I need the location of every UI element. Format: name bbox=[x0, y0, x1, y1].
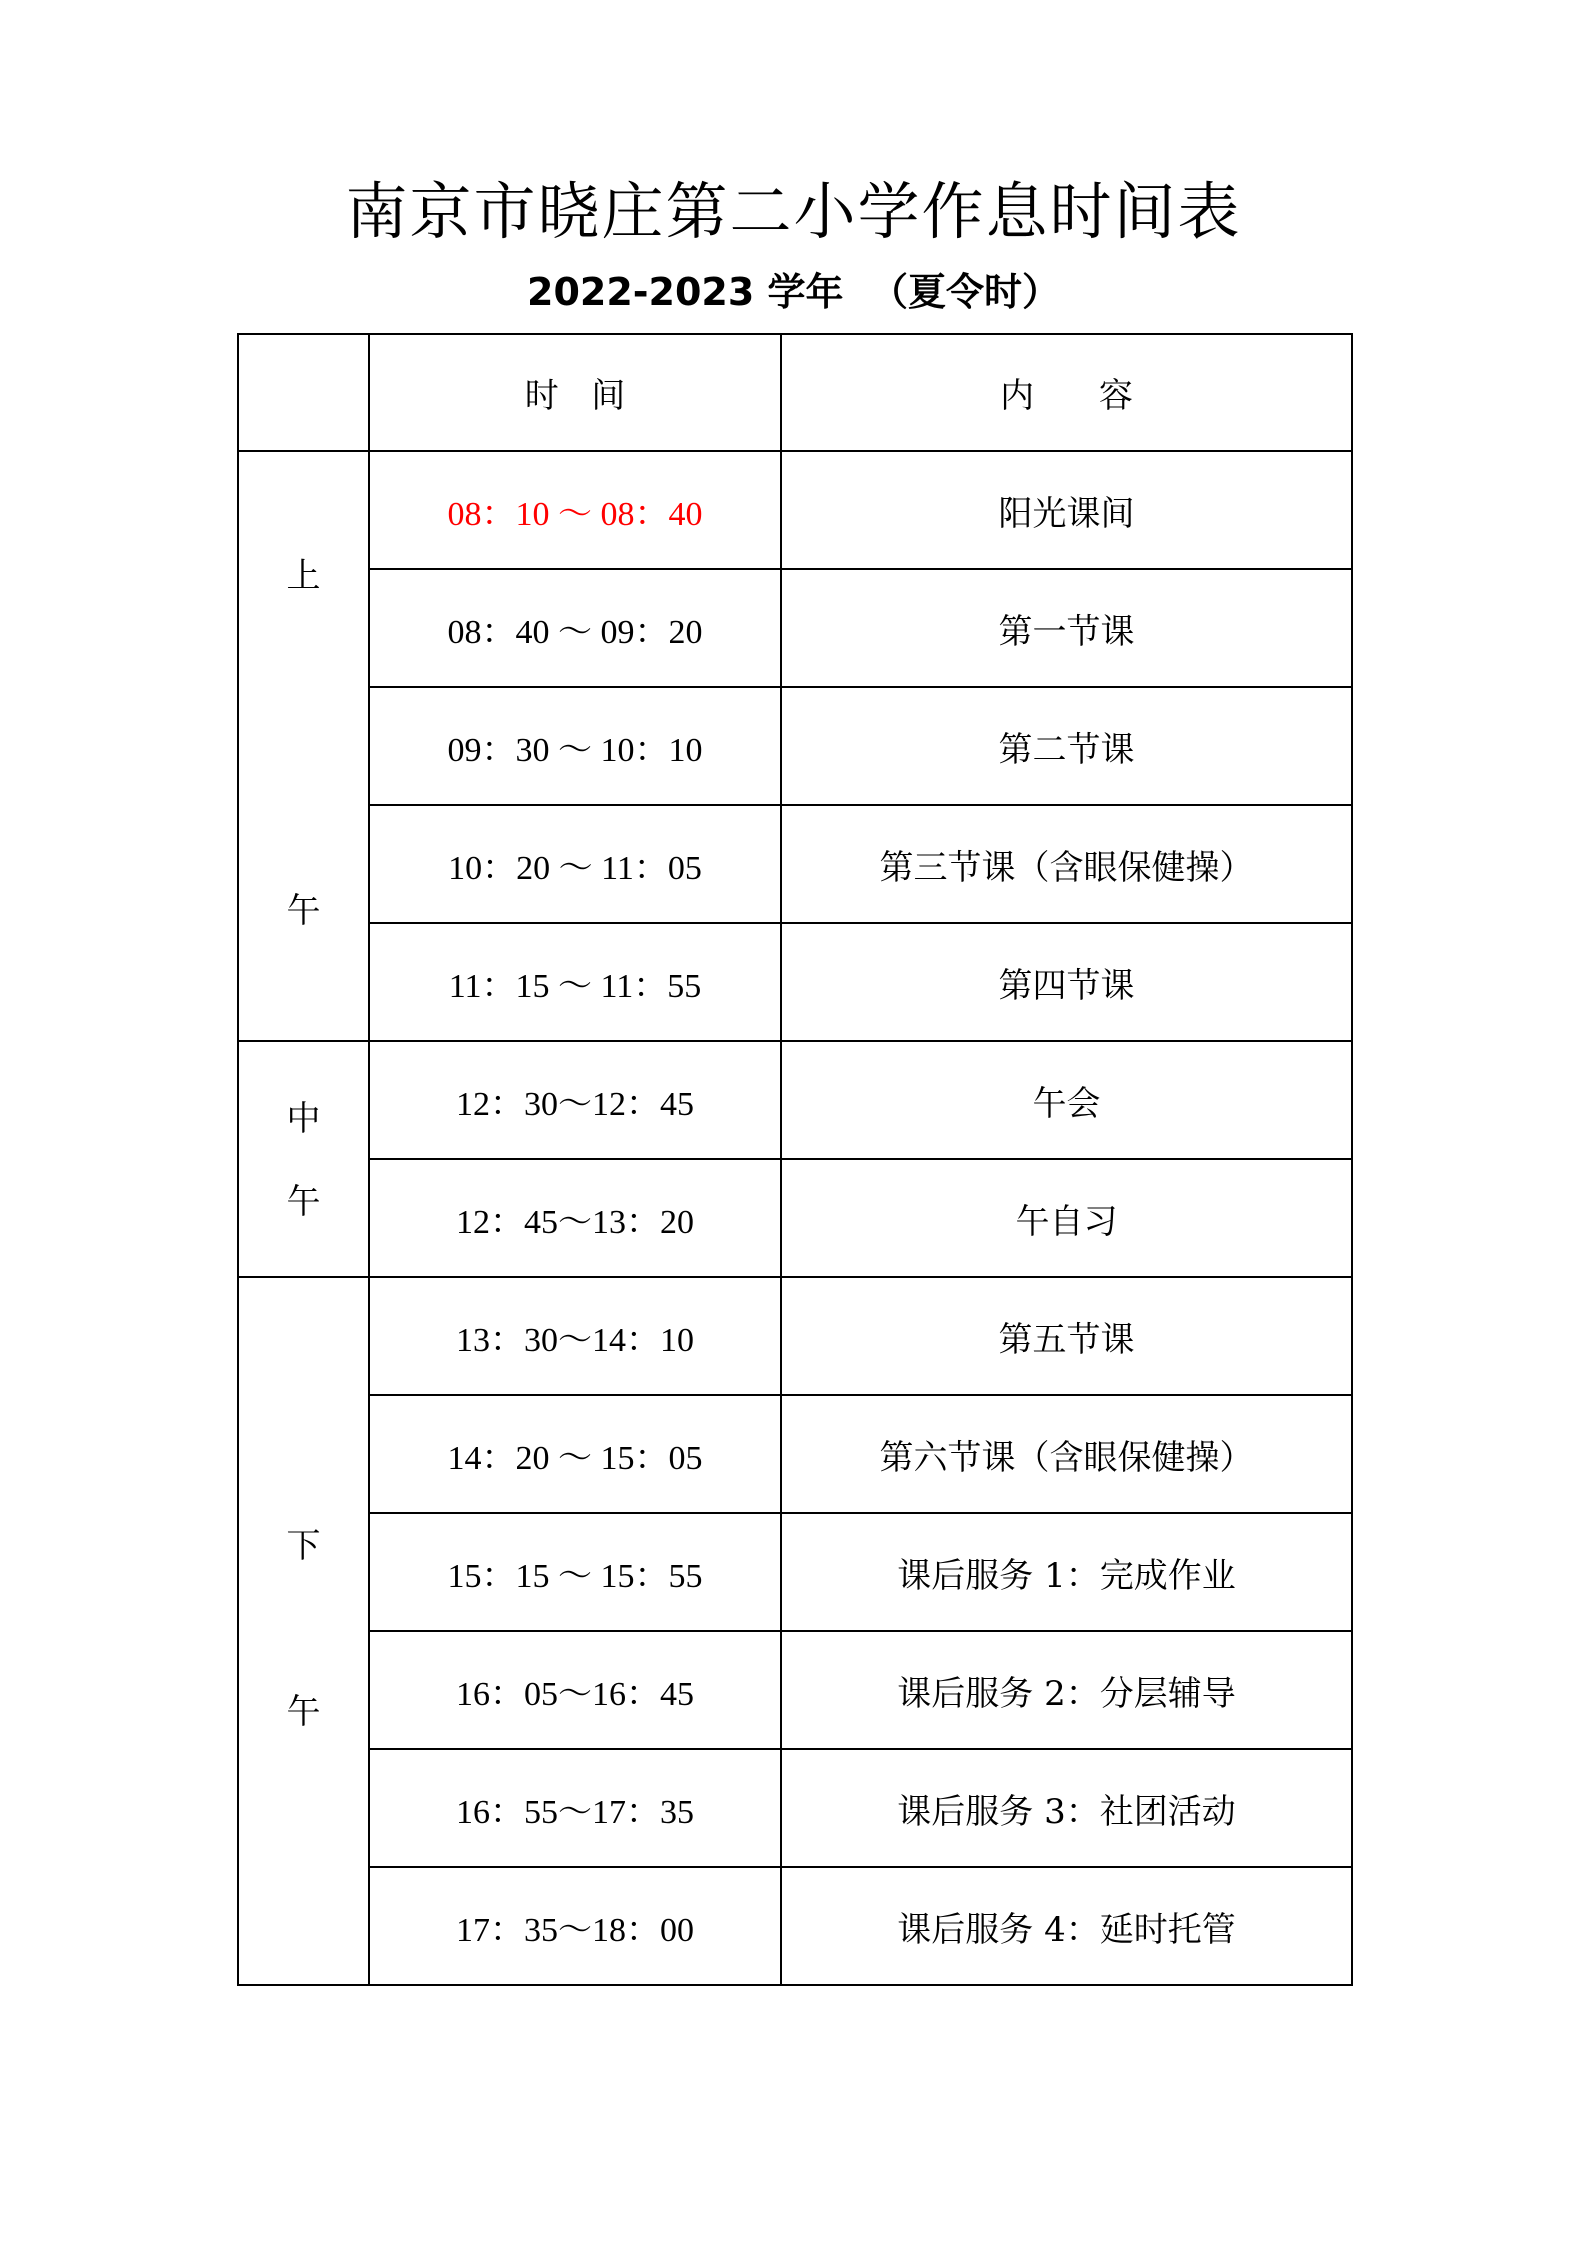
table-row bbox=[238, 569, 1352, 687]
content-cell: 课后服务 3：社团活动 bbox=[781, 1749, 1352, 1867]
content-cell: 第二节课 bbox=[781, 687, 1352, 805]
table-row bbox=[238, 1749, 1352, 1867]
table-header-row bbox=[238, 334, 1352, 451]
content-cell: 课后服务 4：延时托管 bbox=[781, 1867, 1352, 1985]
period-char: 下 bbox=[286, 1526, 321, 1566]
table-row bbox=[238, 687, 1352, 805]
time-cell: 13：30～14：10 bbox=[369, 1277, 781, 1395]
time-cell: 08：10 ～ 08：40 bbox=[369, 451, 781, 569]
period-char: 午 bbox=[286, 1692, 321, 1732]
time-cell: 08：40 ～ 09：20 bbox=[369, 569, 781, 687]
time-cell: 15：15 ～ 15：55 bbox=[369, 1513, 781, 1631]
period-label-noon bbox=[238, 1041, 369, 1277]
table-row bbox=[238, 1277, 1352, 1395]
table-row bbox=[238, 805, 1352, 923]
table-row bbox=[238, 451, 1352, 569]
time-cell: 12：45～13：20 bbox=[369, 1159, 781, 1277]
header-period bbox=[238, 334, 369, 451]
time-cell: 14：20 ～ 15：05 bbox=[369, 1395, 781, 1513]
period-char: 午 bbox=[286, 891, 321, 931]
header-time: 时 间 bbox=[369, 334, 781, 451]
content-cell: 课后服务 2：分层辅导 bbox=[781, 1631, 1352, 1749]
time-cell: 10：20 ～ 11：05 bbox=[369, 805, 781, 923]
table-row bbox=[238, 1867, 1352, 1985]
schedule-table bbox=[237, 333, 1353, 1986]
period-label-morning bbox=[238, 451, 369, 1041]
period-label-afternoon bbox=[238, 1277, 369, 1985]
time-cell: 16：55～17：35 bbox=[369, 1749, 781, 1867]
page-title: 南京市晓庄第二小学作息时间表 bbox=[345, 175, 1242, 248]
content-cell: 午会 bbox=[781, 1041, 1352, 1159]
content-cell: 第五节课 bbox=[781, 1277, 1352, 1395]
content-cell: 第三节课（含眼保健操） bbox=[781, 805, 1352, 923]
period-char: 午 bbox=[286, 1182, 321, 1222]
time-cell: 11：15 ～ 11：55 bbox=[369, 923, 781, 1041]
table-row bbox=[238, 1631, 1352, 1749]
table-row bbox=[238, 1513, 1352, 1631]
content-cell: 第四节课 bbox=[781, 923, 1352, 1041]
table-row bbox=[238, 1159, 1352, 1277]
page-subtitle: 2022-2023 学年 （夏令时） bbox=[527, 270, 1060, 314]
time-cell: 17：35～18：00 bbox=[369, 1867, 781, 1985]
content-cell: 阳光课间 bbox=[781, 451, 1352, 569]
time-cell: 09：30 ～ 10：10 bbox=[369, 687, 781, 805]
table-row bbox=[238, 923, 1352, 1041]
content-cell: 午自习 bbox=[781, 1159, 1352, 1277]
time-cell: 16：05～16：45 bbox=[369, 1631, 781, 1749]
content-cell: 第一节课 bbox=[781, 569, 1352, 687]
table-row bbox=[238, 1395, 1352, 1513]
table-row bbox=[238, 1041, 1352, 1159]
header-content: 内 容 bbox=[781, 334, 1352, 451]
period-char: 上 bbox=[286, 556, 321, 596]
time-cell: 12：30～12：45 bbox=[369, 1041, 781, 1159]
content-cell: 课后服务 1：完成作业 bbox=[781, 1513, 1352, 1631]
content-cell: 第六节课（含眼保健操） bbox=[781, 1395, 1352, 1513]
period-char: 中 bbox=[286, 1099, 321, 1139]
